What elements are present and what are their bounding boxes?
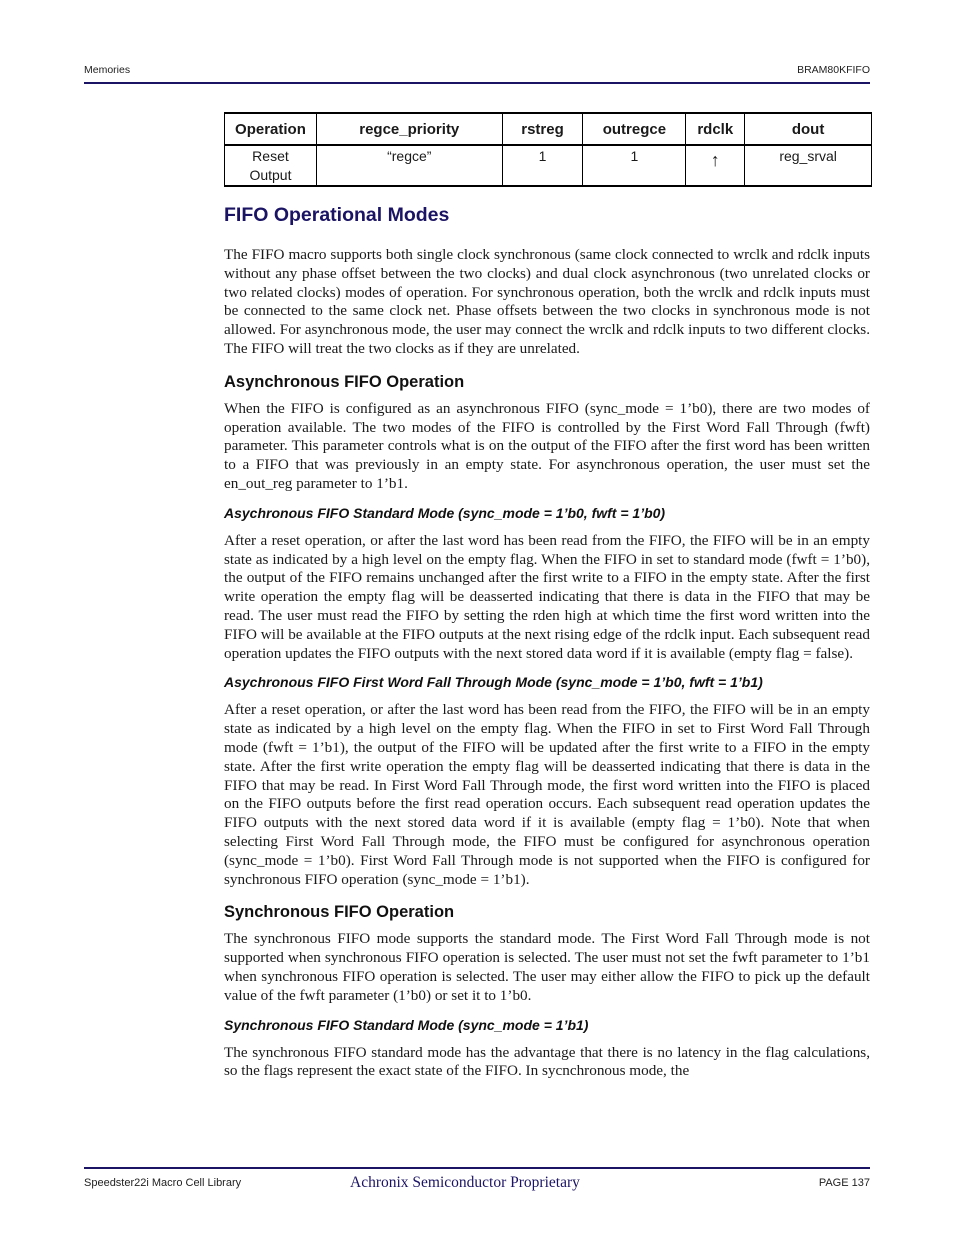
sync-heading: Synchronous FIFO Operation [224, 903, 455, 922]
table-cell-rstreg: 1 [502, 145, 583, 186]
async-fwft-heading: Asychronous FIFO First Word Fall Through Mode (sync_mode = 1’b0, fwft = 1’b1) [224, 674, 763, 691]
table-header-cell: dout [745, 113, 872, 145]
async-paragraph: When the FIFO is configured as an asynchronous FIFO (sync_mode = 1’b0), there are two modes of operation available. The two modes of the FIFO is controlled by the First Word Fall Through (fwft) parameter. This parameter controls what is on the output of the FIFO after the first word has been written to a FIFO that was previously in an empty state. For asynchronous operation, the user must set the en_out_reg parameter to 1’b1. [224, 399, 870, 492]
sync-standard-paragraph: The synchronous FIFO standard mode has the advantage that there is no latency in the flag calculations, so the flags represent the exact state of the FIFO. In sycnchronous mode, the [224, 1043, 870, 1080]
async-standard-paragraph: After a reset operation, or after the last word has been read from the FIFO, the FIFO will be in an empty state as indicated by a high level on the empty flag. When the FIFO in set to standard mode (fwft = 1’b0), the output of the FIFO remains unchanged after the first write to a FIFO in the empty state. After the first write operation the empty flag will be deasserted indicating that there is data in the FIFO that may be read. The user must read the FIFO by setting the rden high at which time the first word written into the FIFO will be available at the FIFO outputs at the next rising edge of the rdclk input. Each subsequent read operation updates the FIFO outputs with the next stored data word if it is available (empty flag = false). [224, 531, 870, 662]
table-header-row [225, 113, 872, 145]
footer-rule [84, 1167, 870, 1169]
sync-paragraph: The synchronous FIFO mode supports the standard mode. The First Word Fall Through mode is not supported when synchronous FIFO operation is selected. The user must not set the fwft parameter to 1’b1 when synchronous FIFO operation is selected. The user may either allow the FIFO to pick up the default value of the fwft parameter (1’b0) or set it to 1’b0. [224, 930, 870, 1004]
async-standard-heading: Asychronous FIFO Standard Mode (sync_mode = 1’b0, fwft = 1’b0) [224, 504, 666, 521]
table-header-cell: regce_priority [316, 113, 502, 145]
table-header-cell: outregce [583, 113, 686, 145]
operation-line: Reset [252, 148, 289, 164]
header-rule [84, 82, 870, 84]
table-cell-operation [225, 145, 317, 186]
table-cell-outregce: 1 [583, 145, 686, 186]
rising-edge-arrow-icon: ↑ [710, 150, 720, 170]
footer-proprietary-notice: Achronix Semiconductor Proprietary [350, 1174, 580, 1191]
section-title: FIFO Operational Modes [224, 204, 450, 226]
sync-standard-heading: Synchronous FIFO Standard Mode (sync_mode = 1’b1) [224, 1016, 589, 1033]
footer-library-name: Speedster22i Macro Cell Library [84, 1177, 242, 1189]
table-row [225, 145, 872, 186]
table-cell-rdclk [686, 145, 745, 186]
table-cell-dout: reg_srval [745, 145, 872, 186]
table-header-cell: rstreg [502, 113, 583, 145]
operation-line: Output [249, 167, 292, 183]
header-doc-label: BRAM80KFIFO [797, 64, 870, 76]
main-content [224, 196, 870, 1081]
async-heading: Asynchronous FIFO Operation [224, 372, 465, 391]
table-cell-regce-priority: “regce” [316, 145, 502, 186]
async-fwft-paragraph: After a reset operation, or after the last word has been read from the FIFO, the FIFO will be in an empty state as indicated by a high level on the empty flag. When the FIFO in set to First Word Fall Through mode (fwft = 1’b1), the output of the FIFO will be updated after the first write to a FIFO in the empty state. After the first write operation the empty flag will be deasserted indicating that there is data in the FIFO that may be read. In First Word Fall Through mode, the first word written into the FIFO is placed on the FIFO outputs before the first read operation occurs. Each subsequent read operation updates the FIFO outputs with the next stored data word if it is available (empty flag = 1’b0). Note that when selecting First Word Fall Through mode, the FIFO must be configured for asynchronous operation (sync_mode = 1’b0). First Word Fall Through mode is not supported when the FIFO is configured for synchronous FIFO operation (sync_mode = 1’b1). [224, 701, 870, 888]
operation-table [224, 112, 872, 187]
table-header-cell: rdclk [686, 113, 745, 145]
header-section-label: Memories [84, 64, 131, 76]
section-intro-paragraph: The FIFO macro supports both single clock synchronous (same clock connected to wrclk and rdclk inputs without any phase offset between the two clocks) and dual clock asynchronous (two unrelated clocks or two related clocks) modes of operation. For synchronous operation, both the wrclk and rdclk inputs must be connected to the same clock net. Phase offsets between the two clocks in synchronous mode is not allowed. For asynchronous mode, the user may connect the wrclk and rdclk inputs to two different clocks. The FIFO will treat the two clocks as if they are unrelated. [224, 246, 870, 357]
table-header-cell: Operation [225, 113, 317, 145]
footer-page-number: PAGE 137 [818, 1177, 870, 1189]
